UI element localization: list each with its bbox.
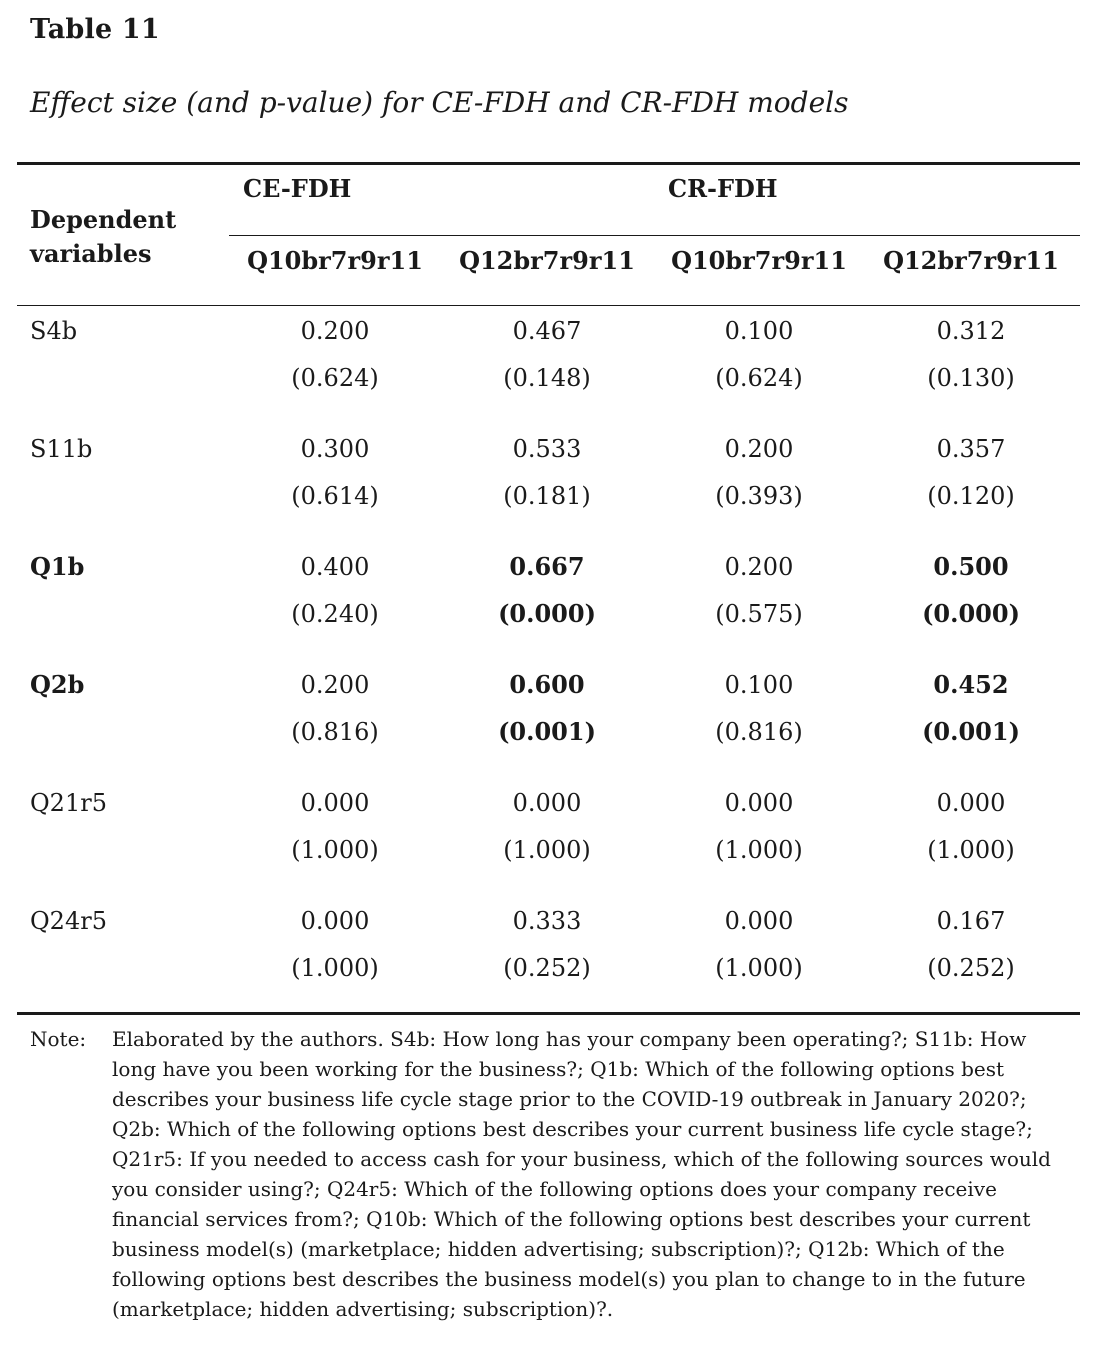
effect-size-cell: 0.467 [512, 317, 582, 345]
p-value-cell: (0.148) [503, 364, 591, 392]
row-label: Q1b [30, 552, 85, 581]
row-label: Q2b [30, 670, 85, 699]
dependent-variables-header: Dependent variables [30, 205, 177, 268]
row-label: S11b [30, 435, 93, 463]
column-header-cr-q12: Q12br7r9r11 [883, 246, 1059, 275]
p-value-cell: (0.816) [715, 718, 803, 746]
p-value-cell: (0.181) [503, 482, 591, 510]
p-value-cell: (1.000) [715, 836, 803, 864]
group-header-cr-fdh: CR-FDH [668, 174, 778, 203]
column-header-ce-q10: Q10br7r9r11 [247, 246, 423, 275]
p-value-cell: (1.000) [927, 836, 1015, 864]
row-label: S4b [30, 317, 78, 345]
effect-size-cell: 0.500 [933, 552, 1009, 581]
p-value-cell: (0.000) [498, 599, 596, 628]
effect-size-cell: 0.300 [300, 435, 370, 463]
effect-size-cell: 0.000 [936, 789, 1006, 817]
effect-size-cell: 0.312 [936, 317, 1006, 345]
group-header-rule [229, 235, 1080, 236]
table-bottom-rule [17, 1012, 1080, 1015]
p-value-cell: (0.120) [927, 482, 1015, 510]
p-value-cell: (0.614) [291, 482, 379, 510]
note-text: Elaborated by the authors. S4b: How long has your company been operating?; S11b: How long have you been working for the business?; Q1b: Which of the following options best describes your business life cycle stage prior to the COVID-19 outbreak in January 2020?; Q2b: Which of the following options best describes your current business life cycle stage?; Q21r5: If you needed to access cash for your business, which of the following sources would you consider using?; Q24r5: Which of the following options does your company receive financial services from?; Q10b: Which of the following options best describes your current business model(s) (marketplace; hidden advertising; subscription)?; Q12b: Which of the following options best describes the business model(s) you plan to change to in the future (marketplace; hidden advertising; subscription)?. [112, 1027, 1051, 1321]
header-bottom-rule [17, 305, 1080, 306]
p-value-cell: (1.000) [715, 954, 803, 982]
p-value-cell: (1.000) [291, 954, 379, 982]
p-value-cell: (0.130) [927, 364, 1015, 392]
row-label: Q21r5 [30, 789, 107, 817]
p-value-cell: (0.240) [291, 600, 379, 628]
group-header-ce-fdh: CE-FDH [243, 174, 352, 203]
effect-size-cell: 0.452 [933, 670, 1009, 699]
p-value-cell: (0.000) [922, 599, 1020, 628]
p-value-cell: (0.624) [715, 364, 803, 392]
table-caption: Effect size (and p-value) for CE-FDH and CR-FDH models [30, 86, 849, 119]
effect-size-cell: 0.000 [300, 789, 370, 817]
effect-size-cell: 0.167 [936, 907, 1006, 935]
effect-size-cell: 0.200 [300, 671, 370, 699]
effect-size-cell: 0.000 [512, 789, 582, 817]
effect-size-cell: 0.200 [724, 553, 794, 581]
table-top-rule [17, 162, 1080, 165]
effect-size-cell: 0.357 [936, 435, 1006, 463]
effect-size-cell: 0.200 [300, 317, 370, 345]
p-value-cell: (0.575) [715, 600, 803, 628]
effect-size-cell: 0.200 [724, 435, 794, 463]
p-value-cell: (1.000) [503, 836, 591, 864]
column-header-ce-q12: Q12br7r9r11 [459, 246, 635, 275]
column-header-cr-q10: Q10br7r9r11 [671, 246, 847, 275]
effect-size-cell: 0.600 [509, 670, 585, 699]
effect-size-cell: 0.667 [509, 552, 585, 581]
table-label: Table 11 [30, 14, 160, 45]
p-value-cell: (0.393) [715, 482, 803, 510]
effect-size-cell: 0.100 [724, 317, 794, 345]
p-value-cell: (0.001) [922, 717, 1020, 746]
effect-size-cell: 0.400 [300, 553, 370, 581]
p-value-cell: (0.252) [927, 954, 1015, 982]
note-label: Note: [30, 1027, 87, 1051]
p-value-cell: (0.624) [291, 364, 379, 392]
p-value-cell: (1.000) [291, 836, 379, 864]
effect-size-cell: 0.333 [512, 907, 582, 935]
p-value-cell: (0.252) [503, 954, 591, 982]
row-label: Q24r5 [30, 907, 107, 935]
p-value-cell: (0.001) [498, 717, 596, 746]
p-value-cell: (0.816) [291, 718, 379, 746]
effect-size-cell: 0.000 [724, 907, 794, 935]
effect-size-cell: 0.000 [724, 789, 794, 817]
effect-size-cell: 0.000 [300, 907, 370, 935]
effect-size-cell: 0.100 [724, 671, 794, 699]
effect-size-cell: 0.533 [512, 435, 582, 463]
